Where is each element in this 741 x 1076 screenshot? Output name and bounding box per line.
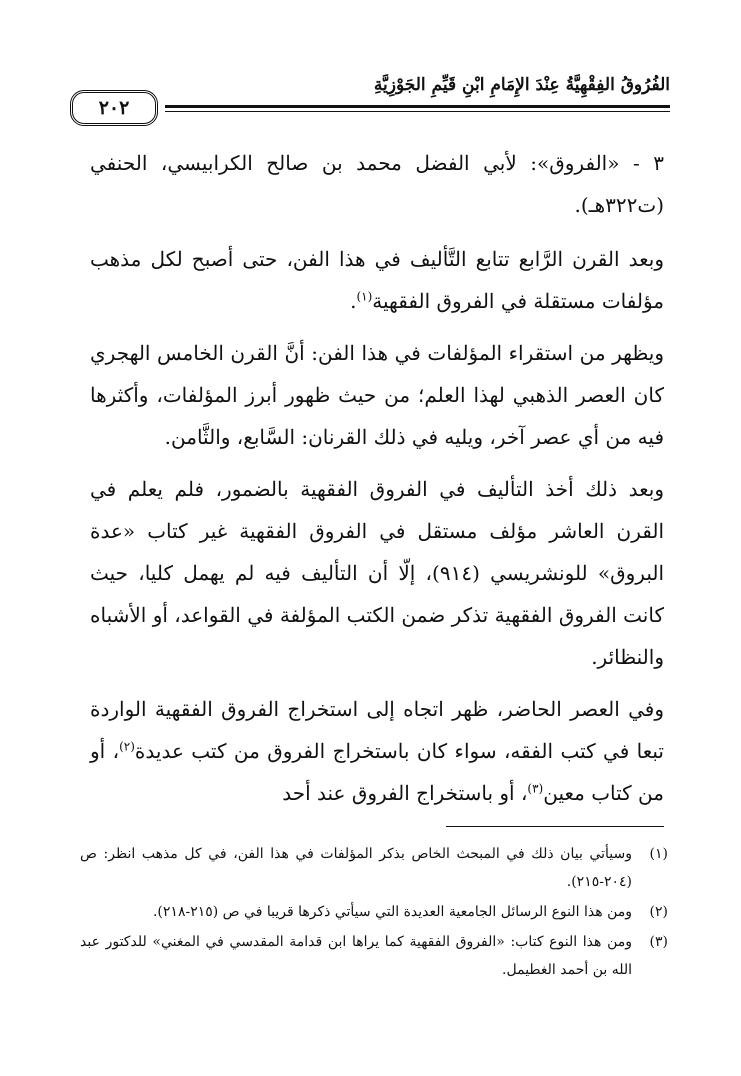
footnote-ref-1: (١) [356, 289, 373, 304]
footnote-text: ومن هذا النوع كتاب: «الفروق الفقهية كما يراها ابن قدامة المقدسي في المغني» للدكتور عبد الله بن أحمد الغطيمل. [80, 934, 632, 978]
footnote-separator [446, 826, 664, 827]
paragraph-5-part-c: ، أو باستخراج الفروق عند أحد [282, 781, 528, 805]
page-number: ٢٠٢ [70, 90, 158, 126]
paragraph-2-text: وبعد القرن الرَّابع تتابع التَّأليف في هذا الفن، حتى أصبح لكل مذهب مؤلفات مستقلة في الفروق الفقهية [90, 247, 664, 313]
footnote-ref-3: (٣) [527, 781, 544, 796]
footnote-1 [80, 840, 668, 896]
paragraph-1: ٣ - «الفروق»: لأبي الفضل محمد بن صالح الكرابيسي، الحنفي (ت٣٢٢هـ). [90, 151, 664, 217]
running-title: الفُرُوقُ الفِقْهِيَّةُ عِنْدَ الإِمَامِ ابْنِ قَيِّمِ الجَوْزِيَّةِ [373, 75, 670, 95]
footnote-number: (١) [649, 846, 668, 862]
paragraph-4: وبعد ذلك أخذ التأليف في الفروق الفقهية بالضمور، فلم يعلم في القرن العاشر مؤلف مستقل في الفروق الفقهية غير كتاب «عدة البروق» للونشريسي (٩١٤)، إلّا أن التأليف فيه لم يهمل كليا، حيث كانت الفروق الفقهية تذكر ضمن الكتب المؤلفة في القواعد، أو الأشباه والنظائر. [90, 477, 665, 669]
main-text [90, 142, 664, 824]
footnote-2 [80, 898, 668, 926]
paragraph-2 [90, 238, 664, 322]
footnote-text: وسيأتي بيان ذلك في المبحث الخاص بذكر المؤلفات في هذا الفن، في كل مذهب انظر: ص (٢٠٤-٢١٥). [80, 846, 632, 890]
paragraph-5-part-a: وفي العصر الحاضر، ظهر اتجاه إلى استخراج الفروق الفقهية الواردة تبعا في كتب الفقه، سواء كان باستخراج الفروق من كتب عديدة [90, 697, 665, 763]
paragraph-2-end: . [350, 289, 357, 313]
footnote-3 [80, 928, 668, 984]
page-header [70, 72, 670, 130]
footnote-ref-2: (٢) [119, 739, 135, 754]
footnote-text: ومن هذا النوع الرسائل الجامعية العديدة التي سيأتي ذكرها قريبا في ص (٢١٥-٢١٨). [152, 904, 632, 920]
paragraph-3: ويظهر من استقراء المؤلفات في هذا الفن: أنَّ القرن الخامس الهجري كان العصر الذهبي لهذا العلم؛ من حيث ظهور أبرز المؤلفات، وأكثرها فيه من أي عصر آخر، ويليه في ذلك القرنان: السَّابع، والثَّامن. [90, 341, 664, 449]
header-rule [165, 105, 670, 108]
footnote-number: (٣) [649, 934, 668, 950]
paragraph-5 [90, 688, 664, 814]
footnote-number: (٢) [649, 904, 668, 920]
header-rule-thin [165, 111, 670, 112]
paragraph-5-part-b: ، أو من كتاب معين [90, 739, 664, 805]
footnotes [80, 840, 668, 986]
